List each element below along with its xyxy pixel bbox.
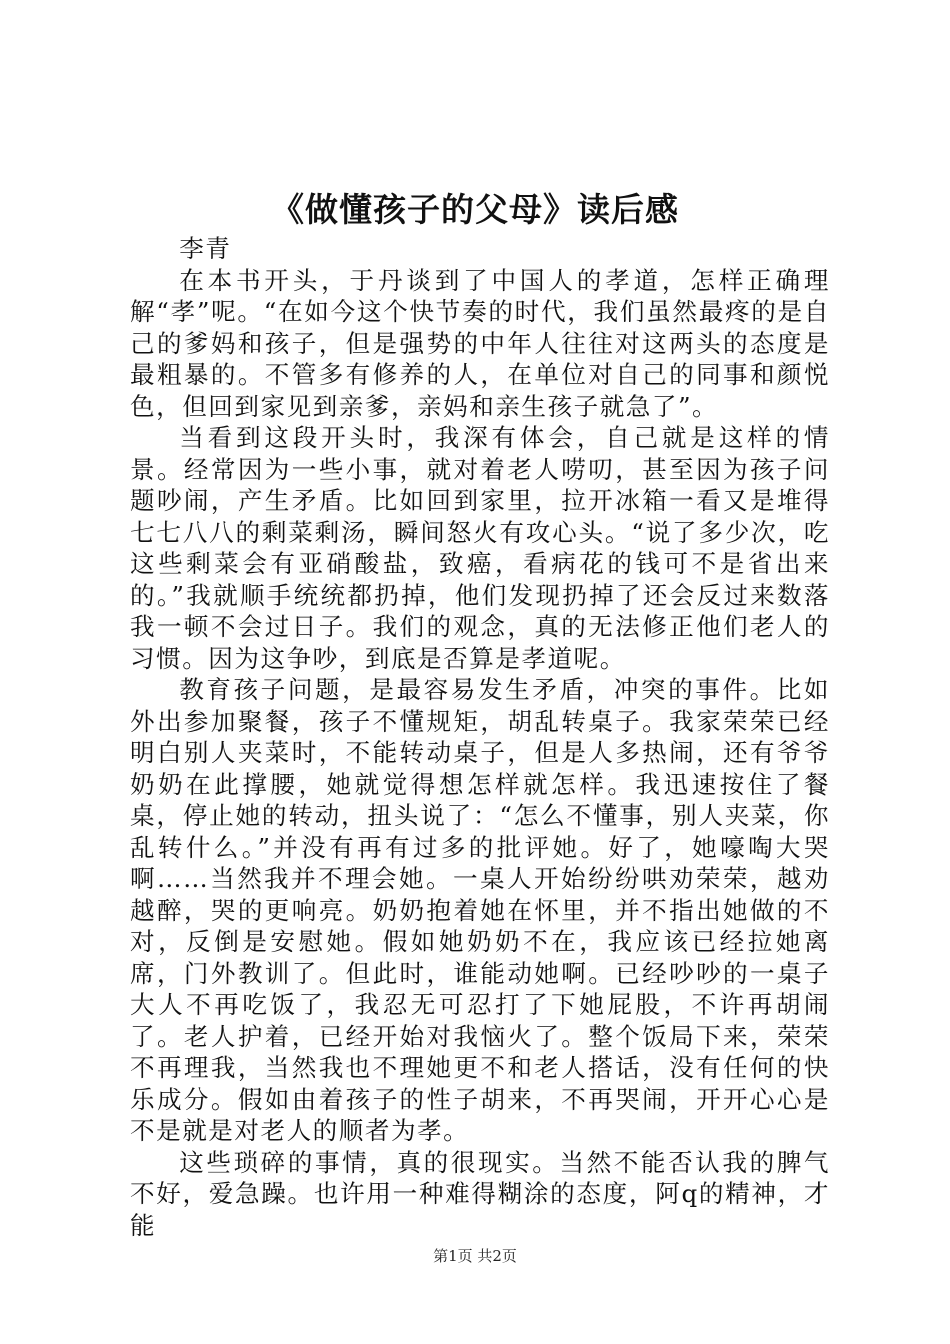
paragraph-1: 在本书开头，于丹谈到了中国人的孝道，怎样正确理解“孝”呢。“在如今这个快节奏的时代，我们虽然最疼的是自己的爹妈和孩子，但是强势的中年人往往对这两头的态度是最粗暴的。不管多有修养的人，在单位对自己的同事和颜悦色，但回到家见到亲爹，亲妈和亲生孩子就急了”。 — [130, 265, 830, 421]
paragraph-4: 这些琐碎的事情，真的很现实。当然不能否认我的脾气不好，爱急躁。也许用一种难得糊涂的态度，阿q的精神，才能 — [130, 1147, 830, 1240]
author-line: 李青 — [179, 234, 232, 263]
page-footer: 第1页 共2页 — [433, 1247, 517, 1265]
paragraph-2: 当看到这段开头时，我深有体会，自己就是这样的情景。经常因为一些小事，就对着老人唠叨，甚至因为孩子问题吵闹，产生矛盾。比如回到家里，拉开冰箱一看又是堆得七七八八的剩菜剩汤，瞬间怒火有攻心头。“说了多少次，吃这些剩菜会有亚硝酸盐，致癌，看病花的钱可不是省出来的。”我就顺手统统都扔掉，他们发现扔掉了还会反过来数落我一顿不会过日子。我们的观念，真的无法修正他们老人的习惯。因为这争吵，到底是否算是孝道呢。 — [130, 423, 830, 673]
paragraph-3: 教育孩子问题，是最容易发生矛盾，冲突的事件。比如外出参加聚餐，孩子不懂规矩，胡乱转桌子。我家荣荣已经明白别人夹菜时，不能转动桌子，但是人多热闹，还有爷爷奶奶在此撑腰，她就觉得想怎样就怎样。我迅速按住了餐桌，停止她的转动，扭头说了：“怎么不懂事，别人夹菜，你乱转什么。”并没有再有过多的批评她。好了，她嚎啕大哭啊……当然我并不理会她。一桌人开始纷纷哄劝荣荣，越劝越醉，哭的更响亮。奶奶抱着她在怀里，并不指出她做的不对，反倒是安慰她。假如她奶奶不在，我应该已经拉她离席，门外教训了。但此时，谁能动她啊。已经吵吵的一桌子大人不再吃饭了，我忍无可忍打了下她屁股，不许再胡闹了。老人护着，已经开始对我恼火了。整个饭局下来，荣荣不再理我，当然我也不理她更不和老人搭话，没有任何的快乐成分。假如由着孩子的性子胡来，不再哭闹，开开心心是不是就是对老人的顺者为孝。 — [130, 675, 830, 1145]
document-title: 《做懂孩子的父母》读后感 — [271, 190, 679, 229]
document-body — [130, 233, 830, 1241]
